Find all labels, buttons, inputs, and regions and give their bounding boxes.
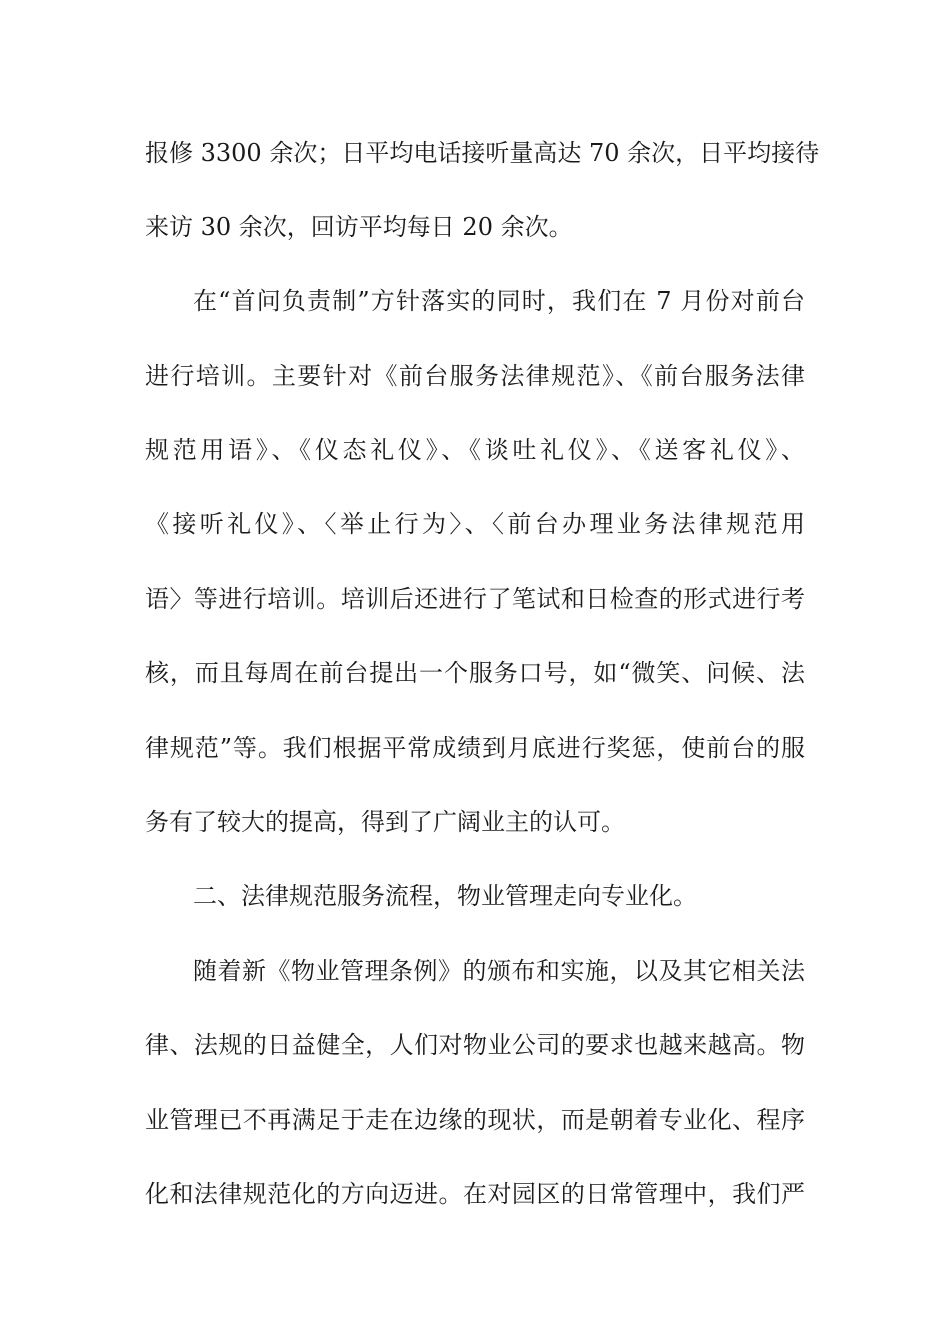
- text-line: 化和法律规范化的方向迈进。在对园区的日常管理中，我们严: [145, 1180, 805, 1208]
- text-line: 业管理已不再满足于走在边缘的现状，而是朝着专业化、程序: [145, 1106, 805, 1134]
- text-line: 来访 30 余次，回访平均每日 20 余次。: [145, 213, 573, 241]
- text-line: 《接听礼仪》、〈举止行为〉、〈前台办理业务法律规范用: [145, 510, 805, 538]
- paragraph-first-line: 随着新《物业管理条例》的颁布和实施，以及其它相关法: [193, 957, 805, 985]
- text-line: 报修 3300 余次；日平均电话接听量高达 70 余次，日平均接待: [145, 139, 820, 167]
- section-heading: 二、法律规范服务流程，物业管理走向专业化。: [193, 882, 697, 910]
- paragraph-first-line: 在“首问负责制”方针落实的同时，我们在 7 月份对前台: [193, 287, 805, 315]
- text-line: 律、法规的日益健全，人们对物业公司的要求也越来越高。物: [145, 1031, 805, 1059]
- text-line: 进行培训。主要针对《前台服务法律规范》、《前台服务法律: [145, 362, 805, 390]
- text-line: 规范用语》、《仪态礼仪》、《谈吐礼仪》、《送客礼仪》、: [145, 436, 805, 464]
- text-line: 语〉等进行培训。培训后还进行了笔试和日检查的形式进行考: [145, 585, 805, 613]
- text-line: 律规范”等。我们根据平常成绩到月底进行奖惩，使前台的服: [145, 734, 805, 762]
- text-line: 务有了较大的提高，得到了广阔业主的认可。: [145, 808, 625, 836]
- text-line: 核，而且每周在前台提出一个服务口号，如“微笑、问候、法: [145, 659, 805, 687]
